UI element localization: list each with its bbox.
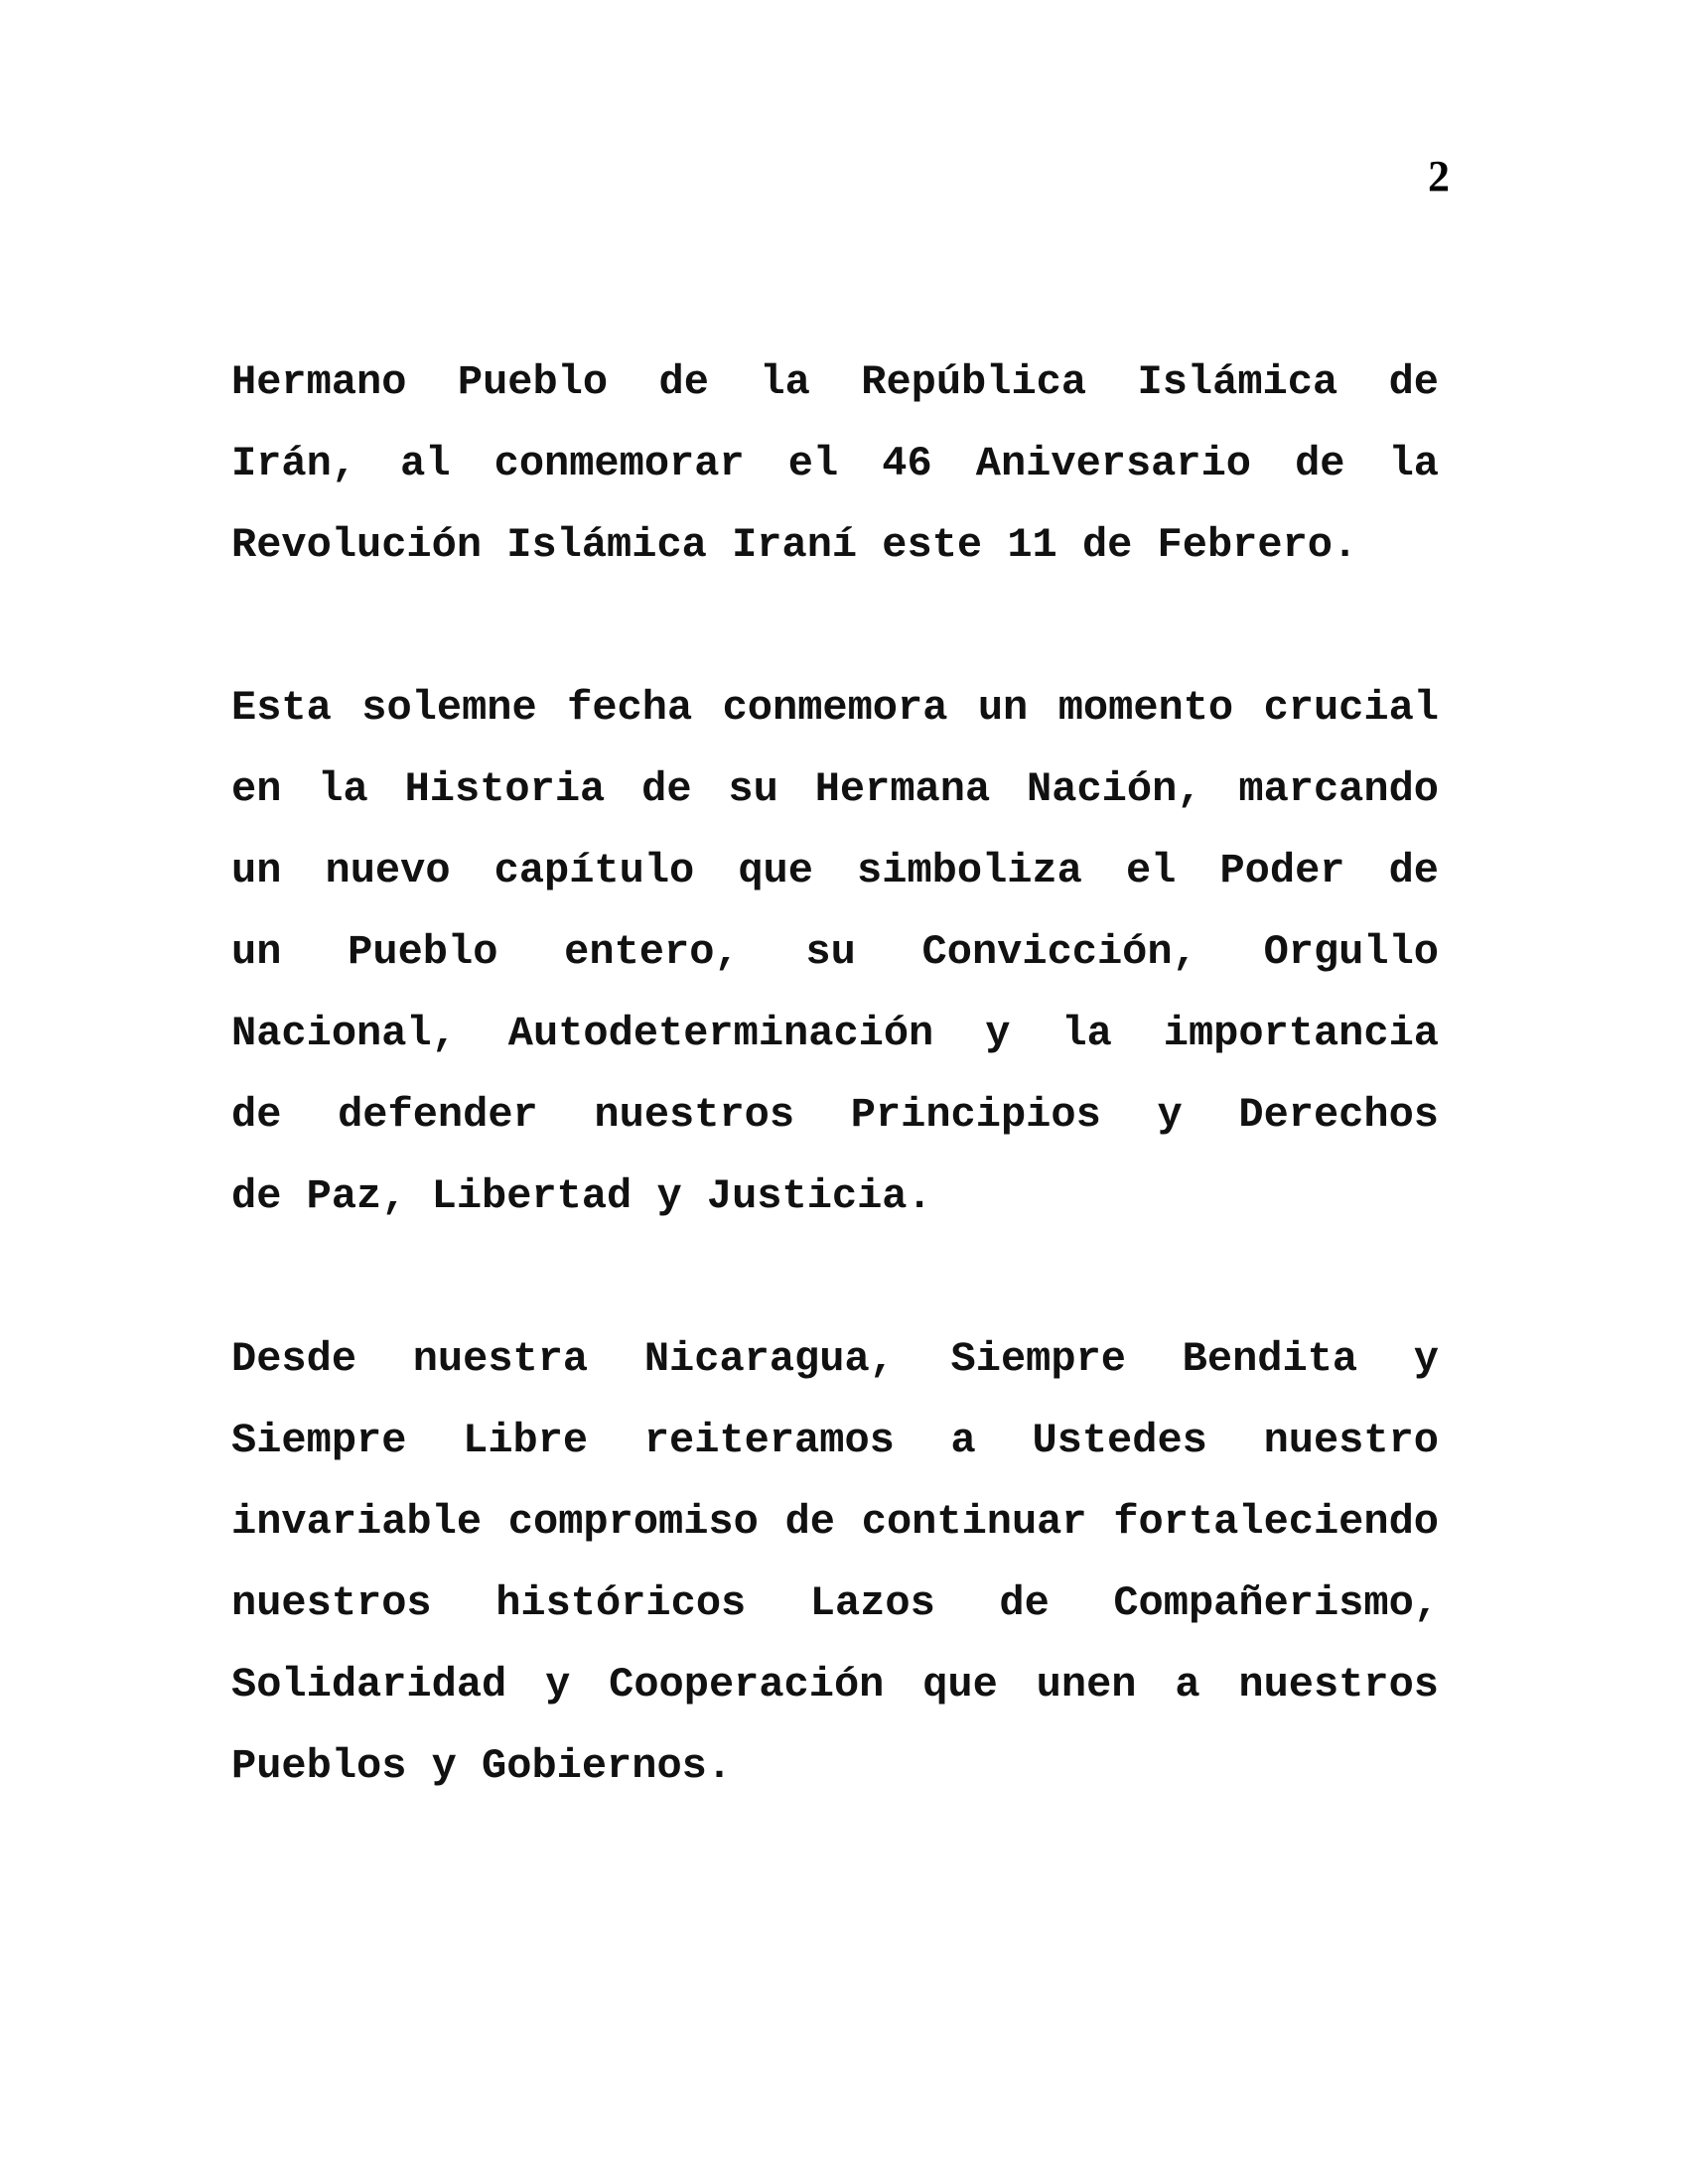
text-line: Siempre Libre reiteramos a Ustedes nuestro — [231, 1417, 1439, 1464]
paragraph-1 — [231, 341, 1439, 586]
page-number: 2 — [1428, 152, 1450, 201]
text-line: un Pueblo entero, su Convicción, Orgullo — [231, 928, 1439, 976]
text-line: Irán, al conmemorar el 46 Aniversario de la — [231, 440, 1439, 487]
text-line: un nuevo capítulo que simboliza el Poder de — [231, 847, 1439, 894]
text-line: Revolución Islámica Iraní este 11 de Febrero. — [231, 521, 1358, 569]
text-line: invariable compromiso de continuar fortaleciendo — [231, 1498, 1439, 1546]
text-line: Solidaridad y Cooperación que unen a nuestros — [231, 1661, 1439, 1708]
text-line: de Paz, Libertad y Justicia. — [231, 1172, 932, 1220]
text-line: Pueblos y Gobiernos. — [231, 1742, 733, 1790]
text-line: nuestros históricos Lazos de Compañerismo, — [231, 1579, 1439, 1627]
text-line: Nacional, Autodeterminación y la importancia — [231, 1010, 1439, 1057]
paragraph-2 — [231, 667, 1439, 1237]
text-line: Esta solemne fecha conmemora un momento crucial — [231, 684, 1439, 732]
text-line: Desde nuestra Nicaragua, Siempre Bendita y — [231, 1335, 1439, 1383]
text-line: de defender nuestros Principios y Derechos — [231, 1091, 1439, 1139]
letter-body — [231, 341, 1439, 1888]
text-line: Hermano Pueblo de la República Islámica de — [231, 358, 1439, 406]
paragraph-3 — [231, 1318, 1439, 1807]
text-line: en la Historia de su Hermana Nación, marcando — [231, 765, 1439, 813]
